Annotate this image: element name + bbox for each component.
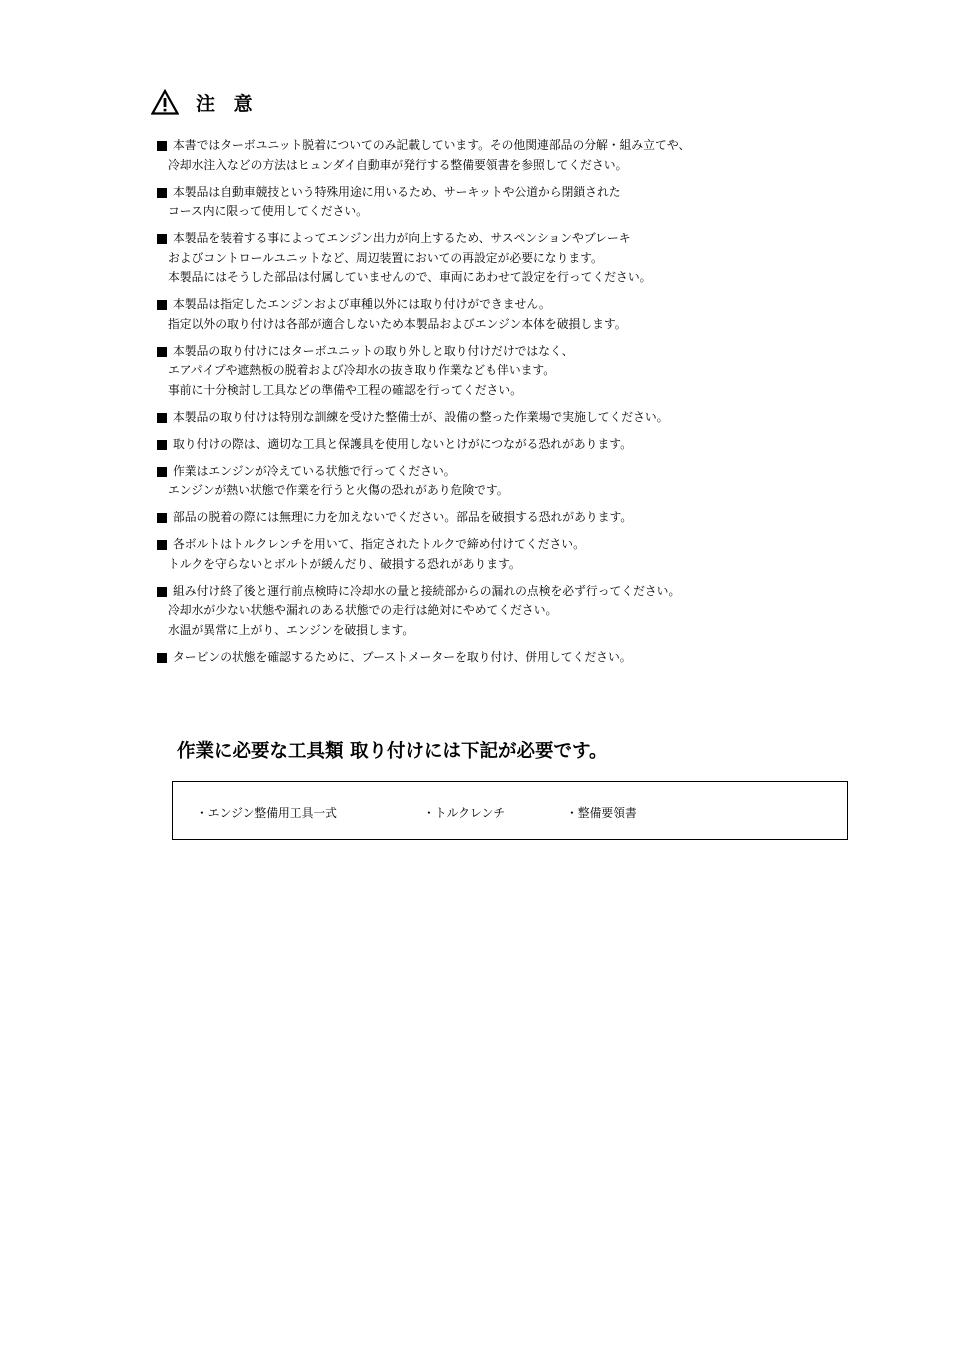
square-bullet-icon [157, 188, 167, 198]
note-line: 作業はエンジンが冷えている状態で行ってください。 [173, 463, 456, 478]
note-line: 本製品を装着する事によってエンジン出力が向上するため、サスペンションやブレーキ [173, 231, 631, 245]
caution-title: 注 意 [196, 92, 259, 115]
square-bullet-icon [157, 540, 167, 550]
caution-note [157, 408, 877, 428]
square-bullet-icon [157, 413, 167, 423]
note-line: コース内に限って使用してください。 [168, 204, 368, 218]
square-bullet-icon [157, 141, 167, 151]
note-line: エアパイプや遮熱板の脱着および冷却水の抜き取り作業なども伴います。 [168, 363, 556, 377]
note-line: 事前に十分検討し工具などの準備や工程の確認を行ってください。 [168, 382, 522, 397]
caution-note [157, 582, 877, 641]
caution-header [151, 86, 259, 118]
caution-note [157, 535, 877, 574]
caution-note [157, 136, 877, 175]
note-line: タービンの状態を確認するために、ブーストメーターを取り付け、併用してください。 [173, 649, 632, 664]
note-line: 冷却水注入などの方法はヒュンダイ自動車が発行する整備要領書を参照してください。 [168, 157, 628, 172]
note-line: 取り付けの際は、適切な工具と保護具を使用しないとけがにつながる恐れがあります。 [173, 436, 632, 451]
caution-note [157, 342, 877, 401]
caution-note [157, 508, 877, 528]
note-line: 本製品は自動車競技という特殊用途に用いるため、サーキットや公道から閉鎖された [173, 184, 621, 199]
caution-note [157, 229, 877, 288]
square-bullet-icon [157, 513, 167, 523]
tools-box [172, 781, 848, 840]
note-line: エンジンが熱い状態で作業を行うと火傷の恐れがあり危険です。 [168, 483, 509, 497]
square-bullet-icon [157, 234, 167, 244]
note-line: およびコントロールユニットなど、周辺装置においての再設定が必要になります。 [168, 250, 603, 265]
tools-heading: 作業に必要な工具類 取り付けには下記が必要です。 [177, 741, 608, 762]
note-line: 各ボルトはトルクレンチを用いて、指定されたトルクで締め付けてください。 [173, 537, 585, 551]
note-line: 本製品にはそうした部品は付属していませんので、車両にあわせて設定を行ってください。 [168, 270, 652, 284]
note-line: 冷却水が少ない状態や漏れのある状態での走行は絶対にやめてください。 [168, 603, 558, 617]
caution-note [157, 295, 877, 334]
square-bullet-icon [157, 467, 167, 477]
square-bullet-icon [157, 347, 167, 357]
note-line: トルクを守らないとボルトが緩んだり、破損する恐れがあります。 [168, 556, 521, 571]
warning-triangle-icon [151, 89, 179, 115]
note-line: 本製品の取り付けにはターボユニットの取り外しと取り付けだけではなく、 [173, 343, 574, 358]
note-line: 本製品は指定したエンジンおよび車種以外には取り付けができません。 [173, 297, 551, 311]
tool-item-torque-wrench: ・トルクレンチ [423, 806, 506, 820]
caution-note [157, 462, 877, 501]
caution-note [157, 435, 877, 455]
square-bullet-icon [157, 300, 167, 310]
square-bullet-icon [157, 440, 167, 450]
note-line: 水温が異常に上がり、エンジンを破損します。 [168, 622, 415, 637]
caution-note [157, 183, 877, 222]
tool-item-engine-tools: ・エンジン整備用工具一式 [196, 806, 337, 820]
note-line: 部品の脱着の際には無理に力を加えないでください。部品を破損する恐れがあります。 [173, 510, 633, 524]
note-line: 指定以外の取り付けは各部が適合しないため本製品およびエンジン本体を破損します。 [168, 316, 627, 331]
tool-item-service-manual: ・整備要領書 [566, 806, 637, 820]
caution-notes-list [157, 136, 877, 675]
square-bullet-icon [157, 587, 167, 597]
caution-note [157, 648, 877, 668]
note-line: 組み付け終了後と運行前点検時に冷却水の量と接続部からの漏れの点検を必ず行ってください。 [173, 583, 681, 598]
note-line: 本書ではターボユニット脱着についてのみ記載しています。その他関連部品の分解・組み立てや、 [173, 138, 691, 152]
note-line: 本製品の取り付けは特別な訓練を受けた整備士が、設備の整った作業場で実施してください。 [173, 409, 669, 424]
square-bullet-icon [157, 653, 167, 663]
